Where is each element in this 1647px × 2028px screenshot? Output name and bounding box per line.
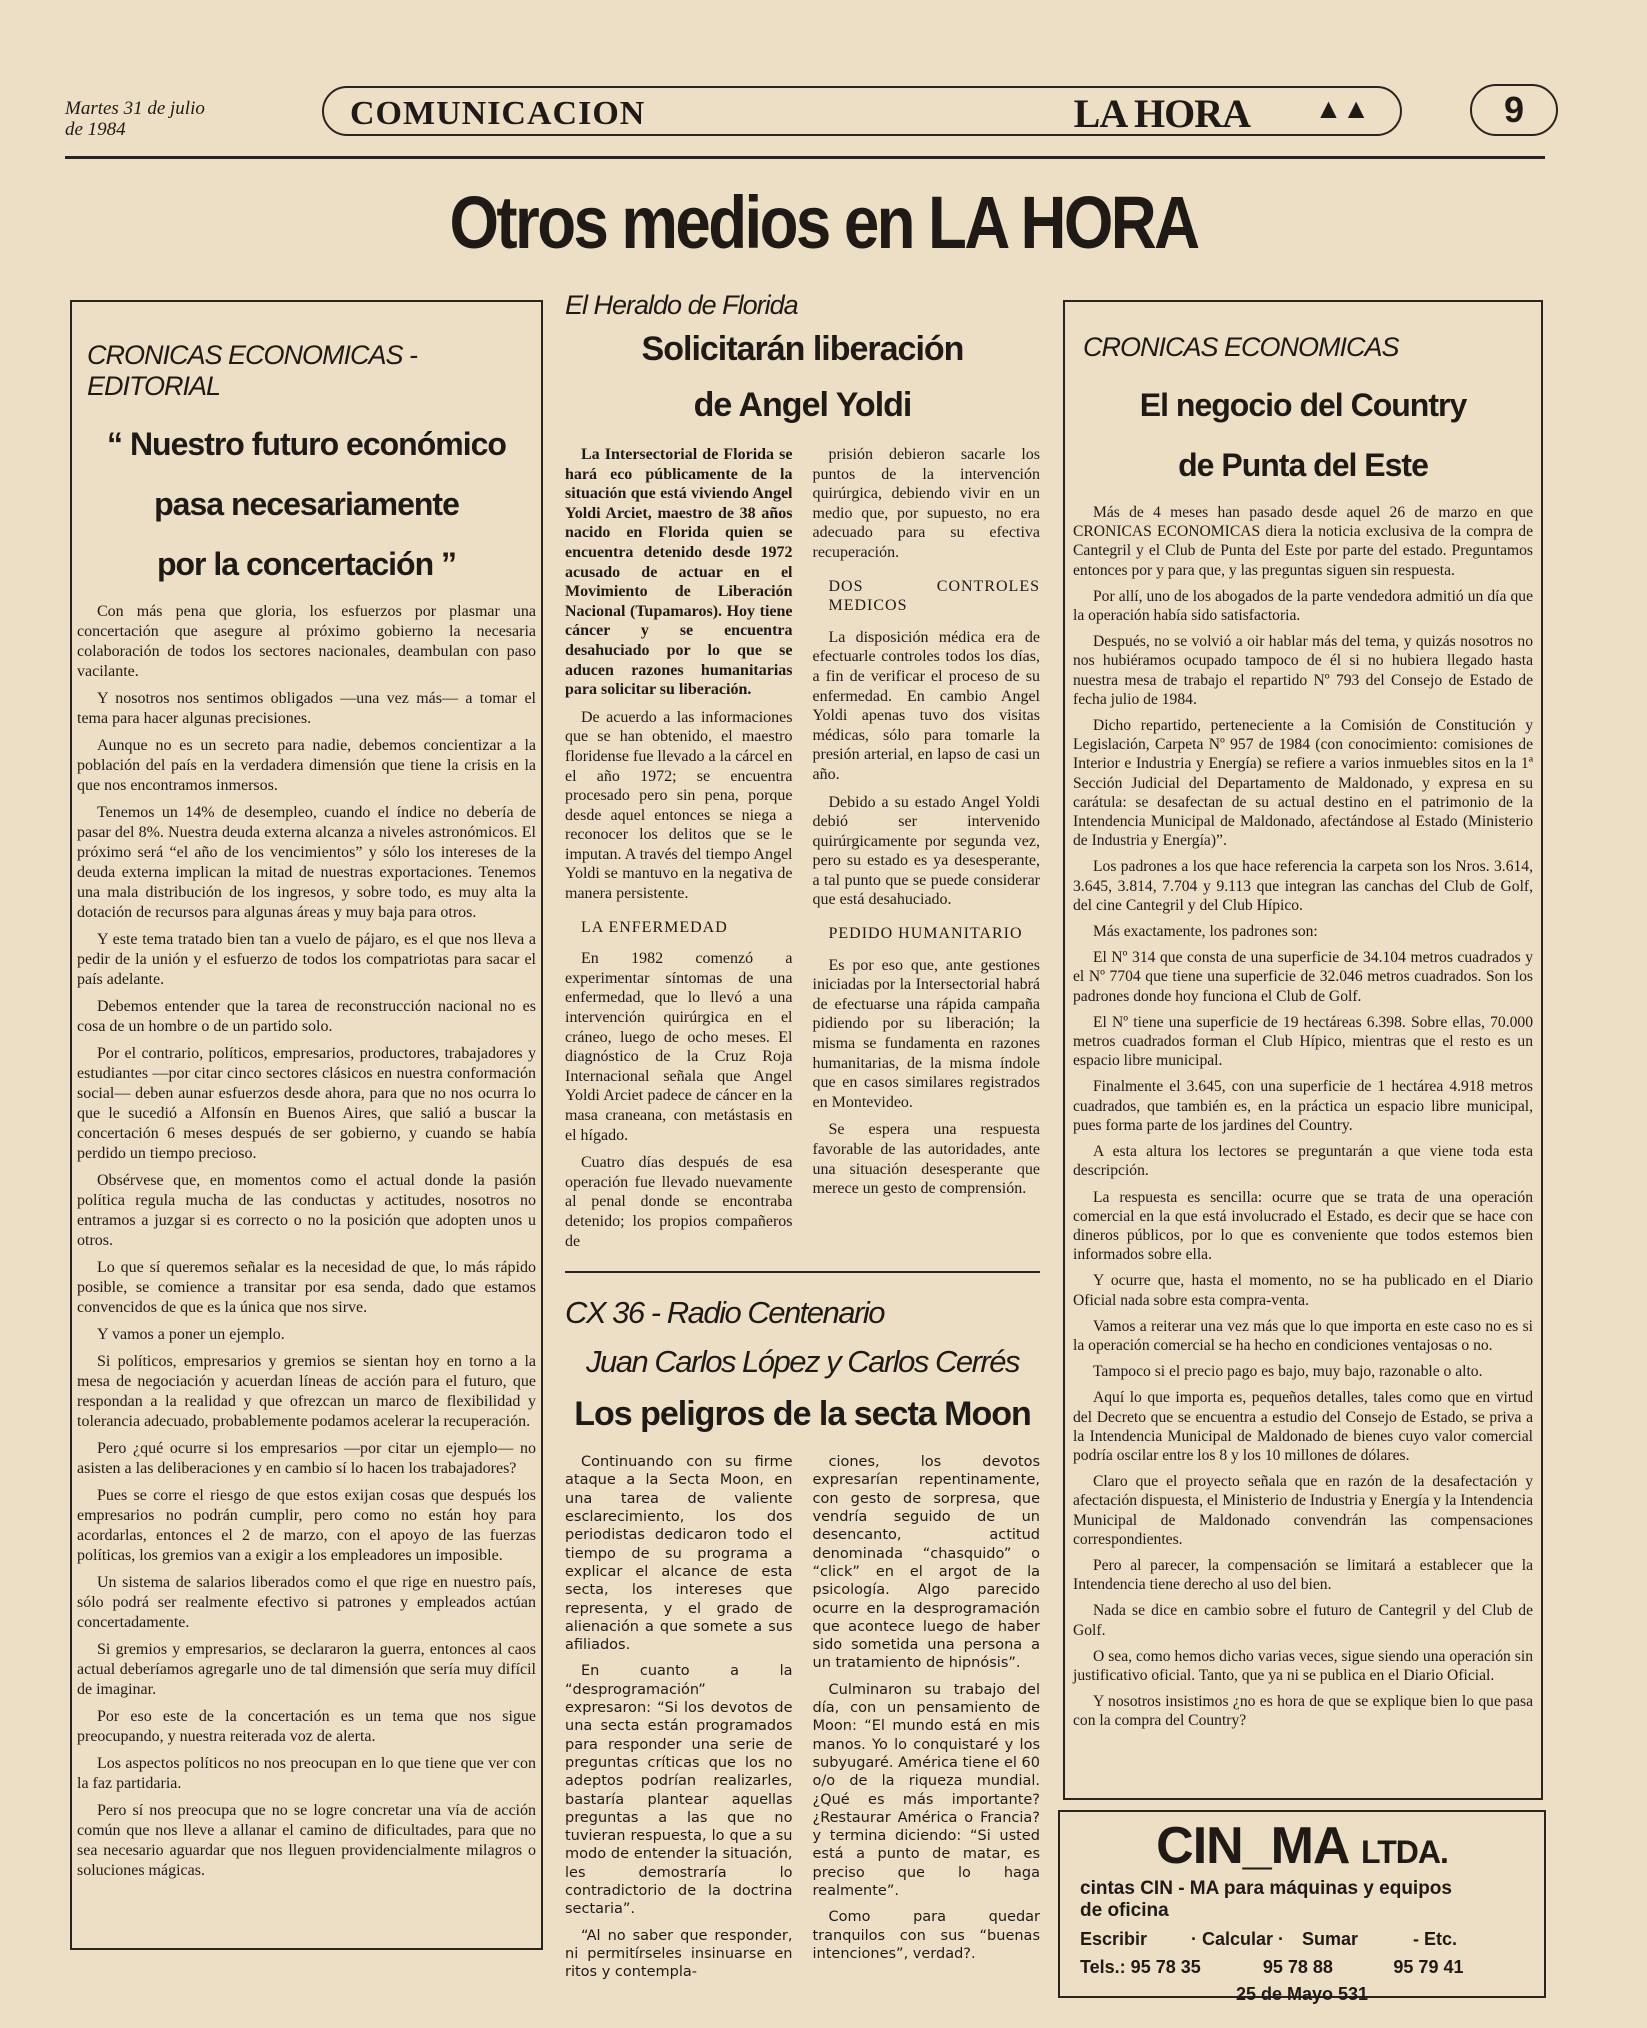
radio-paragraph: Como para quedar tranquilos con sus “buenas intenciones”, verdad?. [812,1909,1040,1962]
yoldi-paragraph: prisión debieron sacarle los puntos de la intervención quirúrgica, debiendo vivir en un medio que, por supuesto, no era adecuado para su efectiva recuperación. [812,446,1040,561]
country-paragraph: Finalmente el 3.645, con una superficie de 1 hectárea 4.918 metros cuadrados, que también es, en la práctica un espacio libre municipal, pues forma parte de los jardines del Country. [1073,1078,1533,1134]
yoldi-headline-line-1: Solicitarán liberación [641,330,964,368]
ad-brand-suffix: LTDA. [1361,1834,1448,1870]
editorial-kicker: CRONICAS ECONOMICAS - EDITORIAL [87,340,418,401]
country-paragraph: Tampoco si el precio pago es bajo, muy bajo, razonable o alto. [1093,1363,1483,1381]
ad-services [1080,1928,1524,1950]
section-banner [322,86,1402,136]
country-paragraph: Los padrones a los que hace referencia la carpeta son los Nros. 3.614, 3.645, 3.814, 7.704 y 9.113 que integran las canchas del Club de Golf, del cine Cantegril y del Club Hípico. [1073,858,1533,914]
yoldi-paragraph: Se espera una respuesta favorable de las autoridades, ante una situación desesperante que merece un gesto de comprensión. [812,1121,1040,1198]
radio-paragraph: ciones, los devotos expresarían repentinamente, con gesto de sorpresa, que vendría seguido de un desencanto, actitud denominada “chasquido” o “click” en el argot de la psicología. Algo parecido ocurre en la desprogramación que acontece luego de haber sido sometida una persona a un tratamiento de hipnósis”. [812,1454,1040,1672]
radio-kicker: CX 36 - Radio Centenario [565,1295,884,1331]
country-headline-line-1: El negocio del Country [1139,387,1467,423]
editorial-paragraph: Tenemos un 14% de desempleo, cuando el índice no debería de pasar del 8%. Nuestra deuda externa alcanza a niveles astronómicos. El próximo será “el año de los vencimientos” y sólo los intereses de la deuda externa implican la mitad de nuestras exportaciones. Tenemos una mala distribución de los ingresos, y sobre todo, es muy alta la dotación de recursos para algunas áreas y muy baja para otros. [77,804,536,921]
country-paragraph: O sea, como hemos dicho varias veces, sigue siendo una operación sin justificativo oficial. Tanto, que ya ni se publica en el Diario Oficial. [1073,1647,1533,1684]
ad-line-2: de oficina [1080,1900,1169,1921]
ad-phones [1080,1956,1524,1978]
masthead-logo: LA HORA [1073,91,1250,136]
editorial-body [77,602,536,1881]
country-paragraph: Más de 4 meses han pasado desde aquel 26 de marzo en que CRONICAS ECONOMICAS diera la noticia exclusiva de la compra de Cantegril y el Club de Punta del Este por parte del estado. Preguntamos entonces por y para que, y las preguntas siguen sin respuesta. [1073,504,1533,579]
middle-divider [565,1271,1040,1273]
editorial-headline-line-1: “ Nuestro futuro económico [107,426,506,462]
country-paragraph: Más exactamente, los padrones son: [1093,923,1318,941]
editorial-paragraph: Los aspectos políticos no nos preocupan en lo que tiene que ver con la faz partidaria. [77,1755,536,1792]
country-paragraph: El Nº 314 que consta de una superficie de 34.104 metros cuadrados y el Nº 7704 que tiene una superficie de 32.046 metros cuadrados. Son los padrones donde hoy funciona el Club de Golf. [1073,949,1533,1005]
yoldi-paragraph: Cuatro días después de esa operación fue llevado nuevamente al penal donde se encontraba detenido; los propios compañeros de [565,1154,793,1250]
editorial-paragraph: Pues se corre el riesgo de que estos exijan cosas que después los empresarios no podrán cumplir, pero como no están hoy para acordarlas, entonces el 2 de marzo, con el apoyo de las fuerzas políticas, los gremios van a exigir a los empleadores un imposible. [77,1487,536,1564]
ad-service: Sumar [1302,1929,1359,1949]
editorial-paragraph: Debemos entender que la tarea de reconstrucción nacional no es cosa de un hombre o de un partido solo. [77,998,536,1035]
editorial-paragraph: Y este tema tratado bien tan a vuelo de pájaro, es el que nos lleva a pedir de la unión y el esfuerzo de todos los compatriotas para sacar el país adelante. [77,931,536,988]
ad-address: 25 de Mayo 531 [1235,1984,1369,2004]
editorial-paragraph: Pero sí nos preocupa que no se logre concretar una vía de acción común que nos lleve a allanar el camino de dificultades, para que no sea necesario aguardar que nos lleguen providencialmente milagros o soluciones mágicas. [77,1802,536,1879]
editorial-headline [77,414,536,594]
ad-phone-1: Tels.: 95 78 35 [1080,1957,1201,1977]
radio-names: Juan Carlos López y Carlos Cerrés [586,1344,1019,1380]
yoldi-col-b [813,445,1041,1259]
editorial-headline-line-2: pasa necesariamente [154,486,459,522]
radio-col-b [813,1453,1041,1989]
country-paragraph: El Nº tiene una superficie de 19 hectáreas 6.398. Sobre ellas, 70.000 metros cuadrados forman el Club Hípico, mientras que el resto es un espacio libre municipal. [1073,1013,1533,1070]
radio-paragraph: En cuanto a la “desprogramación” expresaron: “Si los devotos de una secta están programados para responder una serie de preguntas críticas que los no adeptos podrían realizarles, bastaría plantear aquellas preguntas a las que no tuvieran respuesta, lo que a su modo de entender la situación, les demostraría lo contradictorio de la doctrina sectaria”. [565,1663,793,1918]
country-headline-line-2: de Punta del Este [1178,447,1428,483]
editorial-paragraph: Y vamos a poner un ejemplo. [97,1326,285,1343]
yoldi-kicker: El Heraldo de Florida [565,290,798,320]
header-rule [65,156,1545,159]
ad-service: Escribir [1080,1929,1148,1949]
radio-paragraph: “Al no saber que responder, ni permitírseles insinuarse en ritos y contempla- [565,1927,793,1981]
editorial-paragraph: Si gremios y empresarios, se declararon la guerra, entonces al caos actual deberíamos agregarle uno de tal dimensión que sería muy difícil de imaginar. [77,1641,536,1698]
date-line-1: Martes 31 de julio [65,98,205,119]
yoldi-paragraph: Es por eso que, ante gestiones iniciadas por la Intersectorial habrá de efectuarse una rápida campaña pidiendo por su liberación; la misma se fundamenta en razones humanitarias, de la misma índole que en casos similares registrados en Montevideo. [812,956,1040,1111]
editorial-paragraph: Si políticos, empresarios y gremios se sientan hoy en torno a la mesa de negociación y acuerdan líneas de acción para el futuro, que respondan a la realidad y que ofrezcan un marco de flexibilidad y tolerancia adecuado, probablemente podamos acelerar la recuperación. [77,1353,536,1430]
editorial-paragraph: Un sistema de salarios liberados como el que rige en nuestro país, sólo podrá ser realmente efectivo si patrones y empleados actúan concertadamente. [77,1574,536,1631]
editorial-paragraph: Obsérvese que, en momentos como el actual donde la pasión política regula mucha de las conductas y actitudes, nosotros no entramos a juzgar si es correcto o no la posición que adopten unos u otros. [77,1172,536,1249]
editorial-paragraph: Lo que sí queremos señalar es la necesidad de que, lo más rápido posible, se comience a transitar por esa senda, dado que estamos convencidos de que es la única que nos sirve. [77,1259,536,1316]
country-paragraph: Y ocurre que, hasta el momento, no se ha publicado en el Diario Oficial nada sobre esta compra-venta. [1073,1272,1533,1309]
ad-service: - Etc. [1413,1929,1458,1949]
cinma-advertisement [1058,1810,1546,2004]
country-paragraph: A esta altura los lectores se preguntarán a que viene toda esta descripción. [1073,1143,1533,1180]
ad-brand [1080,1817,1524,1878]
country-paragraph: La respuesta es sencilla: ocurre que se trata de una operación comercial en la que está involucrado el Estado, es decir que se hace con dineros públicos, por lo que es conveniente que todos estemos bien informados sobre ella. [1073,1188,1533,1264]
ad-brand-name: CIN_MA [1156,1817,1348,1875]
radio-paragraph: Continuando con su firme ataque a la Secta Moon, en una tarea de valiente esclarecimiento, los dos periodistas dedicaron todo el tiempo de su programa a explicar el alcance de esta secta, los intereses que representa, y el grado de alienación a que somete a sus afiliados. [565,1454,793,1654]
yoldi-headline [565,321,1040,433]
page-title: Otros medios en LA HORA [449,181,1198,264]
issue-date [65,98,265,140]
yoldi-col-a [565,445,793,1259]
editorial-paragraph: Por el contrario, políticos, empresarios, productores, trabajadores y estudiantes —por citar cinco sectores clásicos en nuestra conformación social— deben aunar esfuerzos desde ahora, para que no nos ocurra lo que le sucedió a Alfonsín en Buenos Aires, que salió a buscar la concertación 6 meses después de ser gobierno, y cuando se había perdido un tiempo precioso. [77,1045,536,1162]
country-body [1073,503,1533,1731]
country-paragraph: Aquí lo que importa es, pequeños detalles, tales como que en virtud del Decreto que se encuentra a estudio del Consejo de Estado, se priva a la Intendencia Municipal de Maldonado de bienes cuyo valor comercial podría oscilar entre los 8 y los 10 millones de dólares. [1073,1389,1533,1464]
radio-body [565,1453,1040,1989]
editorial-paragraph: Por eso este de la concertación es un tema que nos sigue preocupando, y nuestra reiterada voz de alerta. [77,1708,536,1745]
country-paragraph: Vamos a reiterar una vez más que lo que importa en este caso no es si la operación comercial se ha hecho en condiciones ventajosas o no. [1073,1317,1533,1354]
radio-col-a [565,1453,793,1989]
radio-headline: Los peligros de la secta Moon [574,1395,1031,1434]
country-paragraph: Después, no se volvió a oir hablar más del tema, y quizás nosotros no nos hubiéramos ocupado tampoco de él si no hubiera llegado hasta nuestra mesa de trabajo el repartido Nº 793 del Consejo de Estado de fecha julio de 1984. [1073,633,1533,708]
yoldi-body [565,445,1040,1259]
yoldi-paragraph: La disposición médica era de efectuarle controles todos los días, a fin de verificar el proceso de su enfermedad. En cambio Angel Yoldi apenas tuvo dos visitas médicas, sólo para tomarle la presión arterial, en lapso de casi un año. [812,628,1040,783]
yoldi-paragraph: De acuerdo a las informaciones que se han obtenido, el maestro floridense fue llevado a la cárcel en el año 1972; se encuentra procesado pero sin pena, porque desde aquel entonces se niega a reconocer los delitos que se le imputan. A través del tiempo Angel Yoldi se mantuvo en la negativa de manera persistente. [565,708,793,903]
yoldi-paragraph: La Intersectorial de Florida se hará eco públicamente de la situación que está viviendo Angel Yoldi Arciet, maestro de 38 años nacido en Florida quien se encuentra detenido desde 1972 acusado de actuar en el Movimiento de Liberación Nacional (Tupamaros). Hoy tiene cáncer y se encuentra desahuciado por lo que se aducen razones humanitarias para solicitar su liberación. [565,446,793,699]
country-paragraph: Nada se dice en cambio sobre el futuro de Cantegril y del Club de Golf. [1073,1602,1533,1639]
page-number: 9 [1470,84,1558,136]
country-paragraph: Por allí, uno de los abogados de la parte vendedora admitió un día que la operación había sido satisfactoria. [1073,587,1533,625]
yoldi-paragraph: LA ENFERMEDAD [581,918,728,936]
section-name: COMUNICACION [350,95,646,132]
editorial-paragraph: Con más pena que gloria, los esfuerzos por plasmar una concertación que asegure al próximo gobierno la necesaria colaboración de todos los sectores nacionales, deambulan con paso vacilante. [77,603,536,680]
editorial-paragraph: Pero ¿qué ocurre si los empresarios —por citar un ejemplo— no asisten a las deliberaciones y en cambio sí lo hacen los trabajadores? [77,1440,536,1477]
yoldi-headline-line-2: de Angel Yoldi [693,386,912,424]
country-kicker: CRONICAS ECONOMICAS [1083,332,1399,362]
yoldi-paragraph: Debido a su estado Angel Yoldi debió ser intervenido quirúrgicamente por segunda vez, pero su estado es ya desesperante, a tal punto que se puede considerar que está desahuciado. [812,793,1040,909]
yoldi-paragraph: DOS CONTROLES MEDICOS [828,577,1040,615]
country-paragraph: Y nosotros insistimos ¿no es hora de que se explique bien lo que pasa con la compra del Country? [1073,1693,1533,1730]
ad-phone-2: 95 78 88 [1262,1957,1333,1977]
country-headline [1073,375,1533,495]
country-paragraph: Claro que el proyecto señala que en razón de la desafectación y afectación dispuesta, el Ministerio de Industria y Energía y la Intendencia Municipal de Maldonado convendrán las compensaciones correspondientes. [1073,1473,1533,1548]
editorial-paragraph: Y nosotros nos sentimos obligados —una vez más— a tomar el tema para hacer algunas precisiones. [77,690,536,727]
ad-phone-3: 95 79 41 [1393,1957,1464,1977]
radio-paragraph: Culminaron su trabajo del día, con un pensamiento de Moon: “El mundo está en mis manos. Yo lo conquistaré y los subyugaré. América tiene el 60 o/o de la riqueza mundial. ¿Qué es más importante? ¿Restaurar América o Francia? y termina diciendo: “Si usted está a punto de matar, es preciso que lo haga realmente”. [812,1681,1040,1899]
middle-column [565,290,1040,1989]
editorial-headline-line-3: por la concertación ” [156,546,457,582]
editorial-paragraph: Aunque no es un secreto para nadie, debemos concientizar a la población del país en la verdadera dimensión que tiene la crisis en la que nos encontramos inmersos. [77,737,536,794]
yoldi-paragraph: PEDIDO HUMANITARIO [828,925,1023,943]
yoldi-paragraph: En 1982 comenzó a experimentar síntomas de una enfermedad, que lo llevó a una intervención quirúrgica en el cráneo, luego de ocho meses. El diagnóstico de la Cruz Roja Internacional señala que Angel Yoldi Arciet padece de cáncer en la masa craneana, con metástasis en el hígado. [565,950,793,1144]
editorial-column [70,300,543,1950]
ad-service: · Calcular · [1191,1929,1285,1949]
date-line-2: de 1984 [65,119,126,140]
ad-line-1: cintas CIN - MA para máquinas y equipos [1080,1878,1452,1899]
country-column [1063,300,1543,1800]
country-paragraph: Dicho repartido, perteneciente a la Comisión de Constitución y Legislación, Carpeta Nº 957 de 1984 (con conocimiento: comisiones de Interior e Industria y Energía) se refiere a varios inmuebles sitos en la 1ª Sección Judicial del Departamento de Maldonado, y expresa en su carátula: se desafectan de su actual destino en el patrimonio de la Intendencia Municipal de Maldonado, afectándose al Estado (Ministerio de Industria y Energía)”. [1073,717,1533,850]
arrows-icon: ▲▲ [1314,94,1370,125]
country-paragraph: Pero al parecer, la compensación se limitará a establecer que la Intendencia tiene derecho al uso del bien. [1073,1556,1533,1594]
